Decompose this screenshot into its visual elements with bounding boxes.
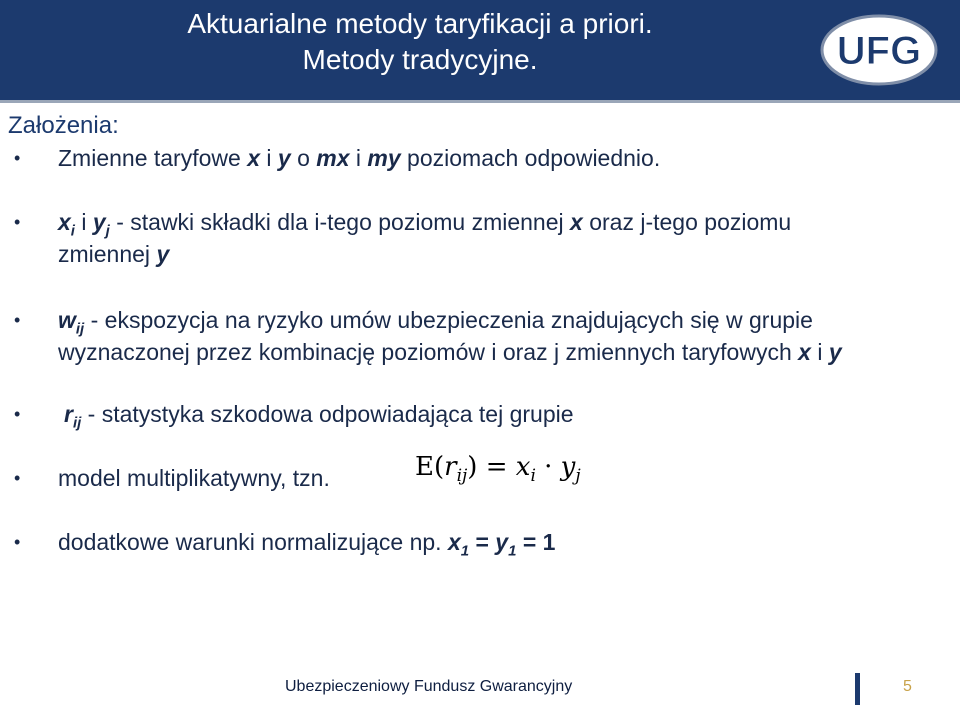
bullet-text-line-2: zmiennej y	[58, 241, 170, 267]
bullet-dot: •	[14, 148, 21, 168]
multiplicative-formula: $E(r_{ij}) = x_i \cdot y_j$	[415, 452, 581, 487]
assumptions-label: Założenia:	[8, 112, 119, 139]
slide-title	[100, 6, 740, 78]
bullet-dot: •	[14, 310, 21, 330]
bullet-text: Zmienne taryfowe x i y o mx i my poziomach odpowiednio.	[58, 145, 661, 171]
title-line-1: Aktuarialne metody taryfikacji a priori.	[187, 8, 653, 39]
page-number: 5	[903, 678, 912, 695]
bullet-text: model multiplikatywny, tzn.	[58, 465, 330, 491]
bullet-text: dodatkowe warunki normalizujące np. $x_1 = y_1 = 1$	[58, 529, 556, 560]
footer-organization: Ubezpieczeniowy Fundusz Gwarancyjny	[285, 678, 573, 695]
bullet-dot: •	[14, 404, 21, 424]
header-divider	[0, 100, 960, 103]
bullet-dot: •	[14, 532, 21, 552]
bullet-dot: •	[14, 468, 21, 488]
bullet-text: $r_{ij}$ - statystyka szkodowa odpowiadająca tej grupie	[64, 401, 574, 432]
bullet-text: $x_i$ i $y_j$ - stawki składki dla i-tego poziomu zmiennej x oraz j-tego poziomu	[58, 209, 792, 240]
ufg-logo	[820, 14, 938, 86]
title-line-2: Metody tradycyjne.	[302, 44, 538, 75]
logo-text: UFG	[836, 29, 922, 73]
bullet-text-line-2: wyznaczonej przez kombinację poziomów i oraz j zmiennych taryfowych x i y	[58, 339, 842, 365]
bullet-dot: •	[14, 212, 21, 232]
bullet-text: $w_{ij}$ - ekspozycja na ryzyko umów ubezpieczenia znajdujących się w grupie	[58, 307, 813, 338]
